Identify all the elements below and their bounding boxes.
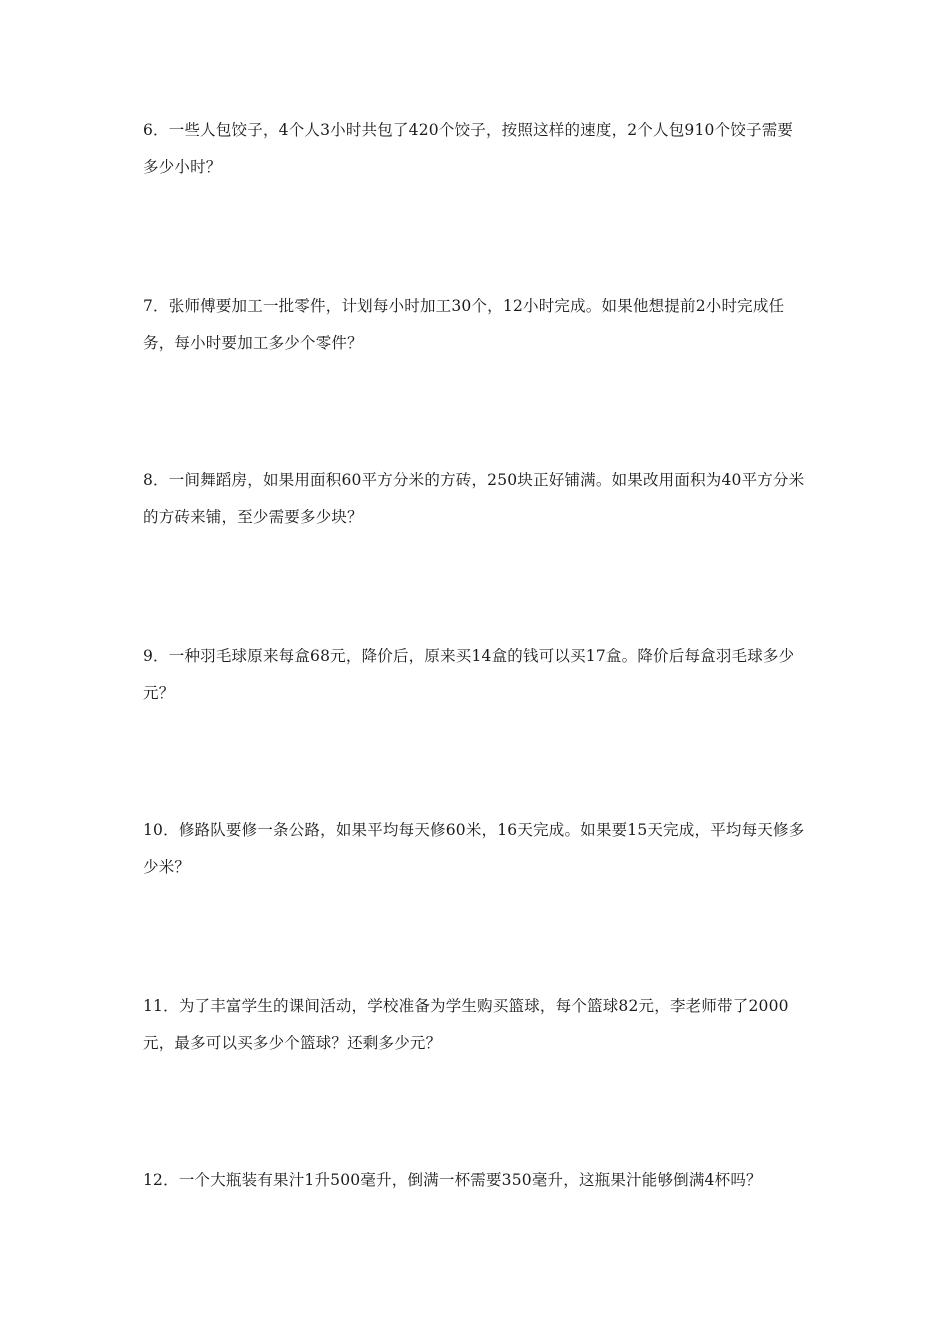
question-8: 8．一间舞蹈房，如果用面积60平方分米的方砖，250块正好铺满。如果改用面积为40平方分米的方砖来铺，至少需要多少块？ bbox=[143, 471, 805, 526]
question-12: 12．一个大瓶装有果汁1升500毫升，倒满一杯需要350毫升，这瓶果汁能够倒满4杯吗？ bbox=[143, 1171, 762, 1189]
question-10: 10．修路队要修一条公路，如果平均每天修60米，16天完成。如果要15天完成，平均每天修多少米？ bbox=[143, 821, 805, 876]
question-9: 9．一种羽毛球原来每盒68元，降价后，原来买14盒的钱可以买17盒。降价后每盒羽毛球多少元？ bbox=[143, 647, 795, 702]
question-7: 7．张师傅要加工一批零件，计划每小时加工30个，12小时完成。如果他想提前2小时完成任务，每小时要加工多少个零件？ bbox=[143, 297, 785, 352]
question-6: 6．一些人包饺子，4个人3小时共包了420个饺子，按照这样的速度，2个人包910个饺子需要多少小时？ bbox=[143, 121, 794, 176]
question-11: 11．为了丰富学生的课间活动，学校准备为学生购买篮球，每个篮球82元，李老师带了2000元，最多可以买多少个篮球？还剩多少元？ bbox=[143, 997, 789, 1052]
